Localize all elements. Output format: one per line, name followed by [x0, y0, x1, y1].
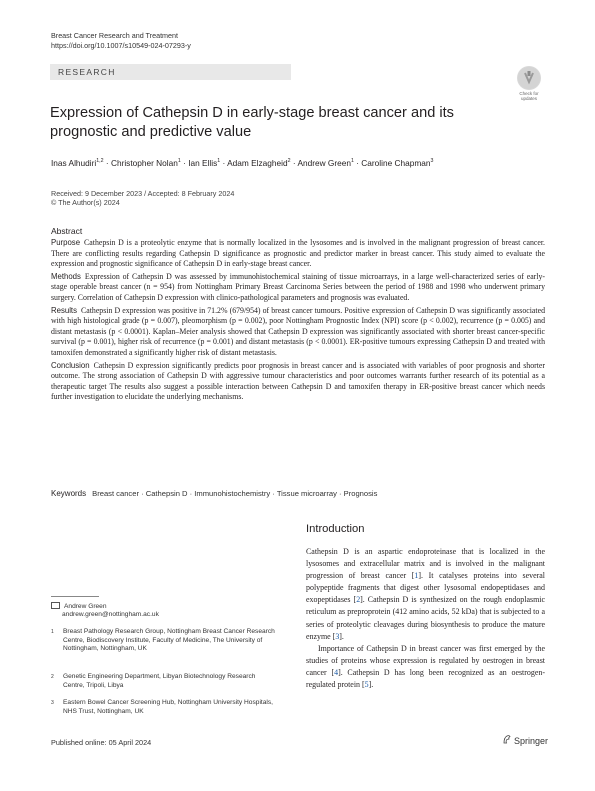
copyright: © The Author(s) 2024 — [51, 198, 120, 208]
author-name[interactable]: Caroline Chapman — [361, 158, 431, 168]
affiliation — [51, 699, 276, 716]
intro-paragraph: Importance of Cathepsin D in breast cancer was first emerged by the studies of proteins whose expression is regulated by oestrogen in breast cancer [4]. Cathepsin D has long been recognized as an oestrogen-regulated protein [5]. — [306, 643, 545, 690]
corresponding-author — [51, 602, 159, 620]
author-separator: · — [292, 158, 296, 168]
results-label: Results — [51, 305, 77, 315]
published-online: Published online: 05 April 2024 — [51, 738, 152, 747]
envelope-icon — [51, 602, 60, 609]
conclusion-label: Conclusion — [51, 360, 90, 370]
springer-horse-icon — [502, 734, 511, 746]
corresponding-author-email[interactable]: andrew.green@nottingham.ac.uk — [62, 611, 159, 619]
author-name[interactable]: Adam Elzagheid — [227, 158, 288, 168]
author-name[interactable]: Christopher Nolan — [110, 158, 178, 168]
citation-link[interactable]: 4 — [334, 667, 339, 677]
affiliation-number: 2 — [51, 674, 54, 680]
abstract-methods — [51, 272, 545, 304]
affiliation-number: 3 — [51, 700, 54, 706]
affiliation-text: Genetic Engineering Department, Libyan Biotechnology Research Centre, Tripoli, Libya — [63, 673, 256, 689]
received-accepted: Received: 9 December 2023 / Accepted: 8 February 2024 — [51, 189, 235, 198]
purpose-label: Purpose — [51, 238, 81, 247]
check-for-updates-icon — [517, 66, 541, 90]
affiliation — [51, 673, 276, 690]
citation-link[interactable]: 3 — [335, 631, 340, 641]
author-affiliation: 1 — [177, 158, 181, 165]
publisher-name: Springer — [514, 736, 549, 746]
citation-link[interactable]: 5 — [364, 680, 369, 690]
footnote-rule — [51, 596, 99, 597]
author-affiliation: 2 — [287, 158, 291, 165]
journal-header — [51, 31, 191, 50]
author-affiliation: 1 — [217, 158, 221, 165]
author-affiliation: 1,2 — [96, 158, 104, 165]
citation-link[interactable]: 1 — [414, 571, 419, 581]
publisher-logo — [502, 734, 548, 746]
doi-link[interactable]: https://doi.org/10.1007/s10549-024-07293-y — [51, 40, 191, 50]
author-separator: · — [222, 158, 226, 168]
author-name[interactable]: Inas Alhudiri — [51, 158, 97, 168]
introduction-body — [306, 546, 545, 691]
methods-text: Expression of Cathepsin D was assessed by immunohistochemical staining of tissue microarrays, in a large well-characterized series of early-stage operable breast cancer (n = 954) from Nottingham Primary Breast Carcinoma Series between the period of 1988 and 1998 who underwent primary surgery. Correlation of Cathepsin D expression with clinico-pathological parameters and prognosis was evaluated. — [51, 271, 545, 302]
introduction-heading: Introduction — [306, 523, 365, 535]
affiliation-text: Breast Pathology Research Group, Nottingham Breast Cancer Research Centre, Biodiscovery Institute, Faculty of Medicine, The University of Nottingham, Nottingham, UK — [63, 628, 275, 652]
author-separator: · — [356, 158, 359, 168]
methods-label: Methods — [51, 271, 81, 281]
intro-paragraph: Cathepsin D is an aspartic endoproteinase that is localized in the lysosomes and extracellular matrix and is involved in the malignant progression of breast cancer [1]. It catalyses proteins into several polypeptide fragments that digest other lysosomal endopeptidases and exopeptidases [2]. Cathepsin D is synthesized on the rough endoplasmic reticulum as preproprotein (412 amino acids, 52 kDa) that is subjected to a series of proteolytic cleavages during biosynthesis to produce the mature enzyme [3]. — [306, 547, 545, 641]
author-affiliation: 1 — [350, 158, 354, 165]
affiliation-number: 1 — [51, 629, 54, 635]
purpose-text: Cathepsin D is a proteolytic enzyme that is normally localized in the lysosomes and is involved in the malignant progression of breast cancer. There are conflicting results regarding Cathepsin D significance as prognostic and predictor marker in breast cancer. This study aimed to evaluate the expression and prognostic significance of Cathepsin D in early-stage breast cancer. — [51, 238, 545, 269]
article-dates — [51, 189, 234, 208]
article-type-label: RESEARCH — [58, 67, 116, 77]
author-separator: · — [183, 158, 186, 168]
journal-name: Breast Cancer Research and Treatment — [51, 31, 179, 40]
conclusion-text: Cathepsin D expression significantly predicts poor prognosis in breast cancer and is associated with variables of poor prognosis and shorter outcome. The strong association of Cathepsin D with aggressive tumour characteristics and poor outcomes warrants further research of its potential as a therapeutic target The results also suggest a possible interaction between Cathepsin D and tamoxifen therapy in ER-positive breast cancer which needs further investigation to elucidate the underlying mechanisms. — [51, 360, 545, 402]
check-for-updates-badge[interactable] — [513, 66, 545, 101]
abstract-results — [51, 306, 545, 359]
check-for-updates-text: Check for updates — [519, 91, 539, 101]
keywords — [51, 489, 377, 498]
affiliation-text: Eastern Bowel Cancer Screening Hub, Nottingham University Hospitals, NHS Trust, Nottingham, UK — [63, 699, 273, 715]
results-text: Cathepsin D expression was positive in 71.2% (679/954) of breast cancer tumours. Positive expression of Cathepsin D was significantly associated with high histological grade (p = 0.007), pleomorphism (p = 0.002), poor Nottingham Prognostic Index (NPI) score (p < 0.002), recurrence (p = 0.005) and distant metastasis (p < 0.0001). Kaplan–Meier analysis showed that Cathepsin D expression was significantly associated with shorter breast cancer-specific survival (p = 0.001), higher risk of recurrence (p = 0.001) and distant metastasis (p < 0.0001). ER-positive tumours expressing Cathepsin D and treated with tamoxifen demonstrated a significantly higher risk of distant metastasis. — [51, 305, 545, 357]
author-list — [51, 158, 551, 168]
keywords-label: Keywords — [51, 489, 87, 498]
author-separator: · — [105, 158, 109, 168]
affiliation — [51, 628, 276, 654]
corresponding-author-name: Andrew Green — [64, 603, 107, 610]
abstract-purpose — [51, 238, 545, 270]
author-name[interactable]: Ian Ellis — [188, 158, 218, 168]
abstract-heading: Abstract — [51, 226, 83, 236]
article-title: Expression of Cathepsin D in early-stage breast cancer and its prognostic and predictive value — [50, 105, 454, 140]
keywords-list: Breast cancer · Cathepsin D · Immunohistochemistry · Tissue microarray · Prognosis — [92, 489, 378, 498]
abstract-conclusion — [51, 361, 545, 403]
citation-link[interactable]: 2 — [356, 595, 361, 605]
author-name[interactable]: Andrew Green — [297, 158, 351, 168]
abstract-body — [51, 238, 545, 405]
author-affiliation: 3 — [430, 158, 434, 165]
